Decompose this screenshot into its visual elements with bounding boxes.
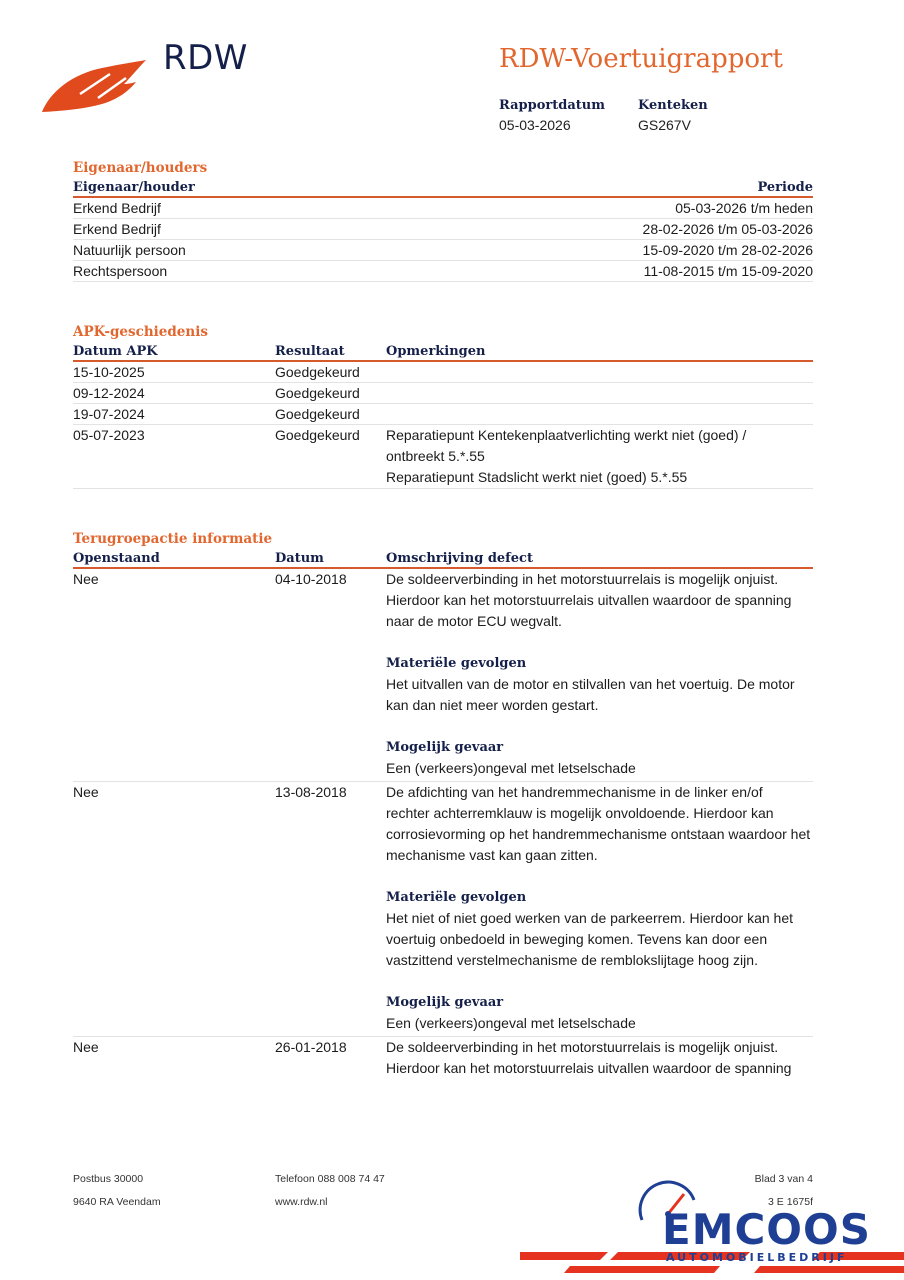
apk-date: 05-07-2023 <box>73 427 145 443</box>
apk-row <box>73 404 813 425</box>
owner-row <box>73 261 813 282</box>
plate-block <box>638 98 708 133</box>
recall-row <box>73 1037 813 1081</box>
recall-col-open: Openstaand <box>73 551 160 566</box>
apk-remark-line: Reparatiepunt Kentekenplaatverlichting werkt niet (goed) / <box>386 427 747 443</box>
apk-col-date: Datum APK <box>73 344 158 359</box>
owner-period: 28-02-2026 t/m 05-03-2026 <box>642 221 813 237</box>
apk-date: 19-07-2024 <box>73 406 145 422</box>
owners-title: Eigenaar/houders <box>73 160 208 176</box>
owner-name: Erkend Bedrijf <box>73 221 161 237</box>
recall-desc-line: corrosievorming op het handremmechanisme ontstaan waardoor het <box>386 826 811 842</box>
apk-result: Goedgekeurd <box>275 364 360 380</box>
recall-conseq-line: vastzittend verstelmechanisme de remblokslijtage hoog zijn. <box>386 952 758 968</box>
recall-col-date: Datum <box>275 551 324 566</box>
recall-col-desc: Omschrijving defect <box>386 551 533 566</box>
recall-danger-line: Een (verkeers)ongeval met letselschade <box>386 760 636 776</box>
recall-open: Nee <box>73 1039 99 1055</box>
apk-section <box>73 322 813 489</box>
recall-open: Nee <box>73 784 99 800</box>
recall-desc-line: De afdichting van het handremmechanisme in de linker en/of <box>386 784 763 800</box>
apk-col-remarks: Opmerkingen <box>386 344 486 359</box>
recall-desc-line: rechter achterremklauw is mogelijk onvoldoende. Hierdoor kan <box>386 805 774 821</box>
recall-conseq-line: Het uitvallen van de motor en stilvallen van het voertuig. De motor <box>386 676 795 692</box>
rdw-logo <box>40 36 255 116</box>
recall-row <box>73 782 813 1037</box>
rdw-leaf-icon <box>40 54 150 116</box>
apk-row <box>73 425 813 489</box>
recall-desc-line: mechanisme vast kan gaan zitten. <box>386 847 598 863</box>
recall-conseq-title: Materiële gevolgen <box>386 656 527 671</box>
recall-conseq-title: Materiële gevolgen <box>386 890 527 905</box>
owner-row <box>73 240 813 261</box>
report-date-label: Rapportdatum <box>499 98 605 113</box>
recall-danger-title: Mogelijk gevaar <box>386 995 504 1010</box>
apk-result: Goedgekeurd <box>275 406 360 422</box>
report-date-block <box>499 98 605 133</box>
report-title: RDW-Voertuigrapport <box>499 44 783 74</box>
footer-phone: Telefoon 088 008 74 47 <box>275 1173 385 1185</box>
apk-remark-line: Reparatiepunt Stadslicht werkt niet (goed) 5.*.55 <box>386 469 688 485</box>
recall-desc-line: naar de motor ECU wegvalt. <box>386 613 562 629</box>
apk-date: 15-10-2025 <box>73 364 145 380</box>
plate-value: GS267V <box>638 117 691 133</box>
plate-label: Kenteken <box>638 98 708 113</box>
recall-row <box>73 569 813 782</box>
owner-row <box>73 198 813 219</box>
owners-section <box>73 158 813 282</box>
recall-date: 26-01-2018 <box>275 1039 347 1055</box>
recall-desc-line: Hierdoor kan het motorstuurrelais uitvallen waardoor de spanning <box>386 1060 792 1076</box>
owner-period: 11-08-2015 t/m 15-09-2020 <box>643 263 813 279</box>
apk-result: Goedgekeurd <box>275 427 360 443</box>
emcoos-watermark <box>520 1180 904 1280</box>
recall-danger-title: Mogelijk gevaar <box>386 740 504 755</box>
recall-header <box>73 549 813 569</box>
recall-desc-line: De soldeerverbinding in het motorstuurrelais is mogelijk onjuist. <box>386 1039 779 1055</box>
apk-row <box>73 362 813 383</box>
emcoos-name: EMCOOS <box>662 1205 871 1254</box>
recall-conseq-line: voertuig onbedoeld in beweging komen. Tevens kan door een <box>386 931 768 947</box>
owners-col-period: Periode <box>757 180 813 195</box>
recall-description <box>386 1037 791 1079</box>
apk-row <box>73 383 813 404</box>
owners-col-owner: Eigenaar/houder <box>73 180 195 195</box>
owners-header <box>73 178 813 198</box>
footer-postcode: 9640 RA Veendam <box>73 1196 161 1208</box>
apk-remark-line: ontbreekt 5.*.55 <box>386 448 485 464</box>
recall-conseq-line: kan dan niet meer worden gestart. <box>386 697 599 713</box>
logo-text: RDW <box>163 38 248 78</box>
recall-date: 13-08-2018 <box>275 784 347 800</box>
recall-section <box>73 529 813 1081</box>
apk-title: APK-geschiedenis <box>73 324 208 340</box>
recall-open: Nee <box>73 571 99 587</box>
apk-remarks <box>386 425 746 488</box>
owner-name: Erkend Bedrijf <box>73 200 161 216</box>
owner-name: Rechtspersoon <box>73 263 168 279</box>
recall-title: Terugroepactie informatie <box>73 531 273 547</box>
recall-description <box>386 569 795 779</box>
recall-conseq-line: Het niet of niet goed werken van de parkeerrem. Hierdoor kan het <box>386 910 794 926</box>
report-date-value: 05-03-2026 <box>499 117 571 133</box>
recall-desc-line: Hierdoor kan het motorstuurrelais uitvallen waardoor de spanning <box>386 592 792 608</box>
apk-header <box>73 342 813 362</box>
footer-po-box: Postbus 30000 <box>73 1173 144 1185</box>
apk-result: Goedgekeurd <box>275 385 360 401</box>
apk-date: 09-12-2024 <box>73 385 145 401</box>
footer-page: Blad 3 van 4 <box>754 1173 813 1185</box>
footer-website[interactable]: www.rdw.nl <box>275 1196 328 1208</box>
emcoos-tagline: AUTOMOBIELBEDRIJF <box>666 1251 848 1264</box>
footer-code: 3 E 1675f <box>768 1196 813 1208</box>
recall-date: 04-10-2018 <box>275 571 347 587</box>
owner-period: 05-03-2026 t/m heden <box>675 200 813 216</box>
owner-name: Natuurlijk persoon <box>73 242 186 258</box>
recall-description <box>386 782 810 1034</box>
recall-desc-line: De soldeerverbinding in het motorstuurrelais is mogelijk onjuist. <box>386 571 779 587</box>
owner-period: 15-09-2020 t/m 28-02-2026 <box>642 242 813 258</box>
recall-danger-line: Een (verkeers)ongeval met letselschade <box>386 1015 636 1031</box>
apk-col-result: Resultaat <box>275 344 345 359</box>
owner-row <box>73 219 813 240</box>
